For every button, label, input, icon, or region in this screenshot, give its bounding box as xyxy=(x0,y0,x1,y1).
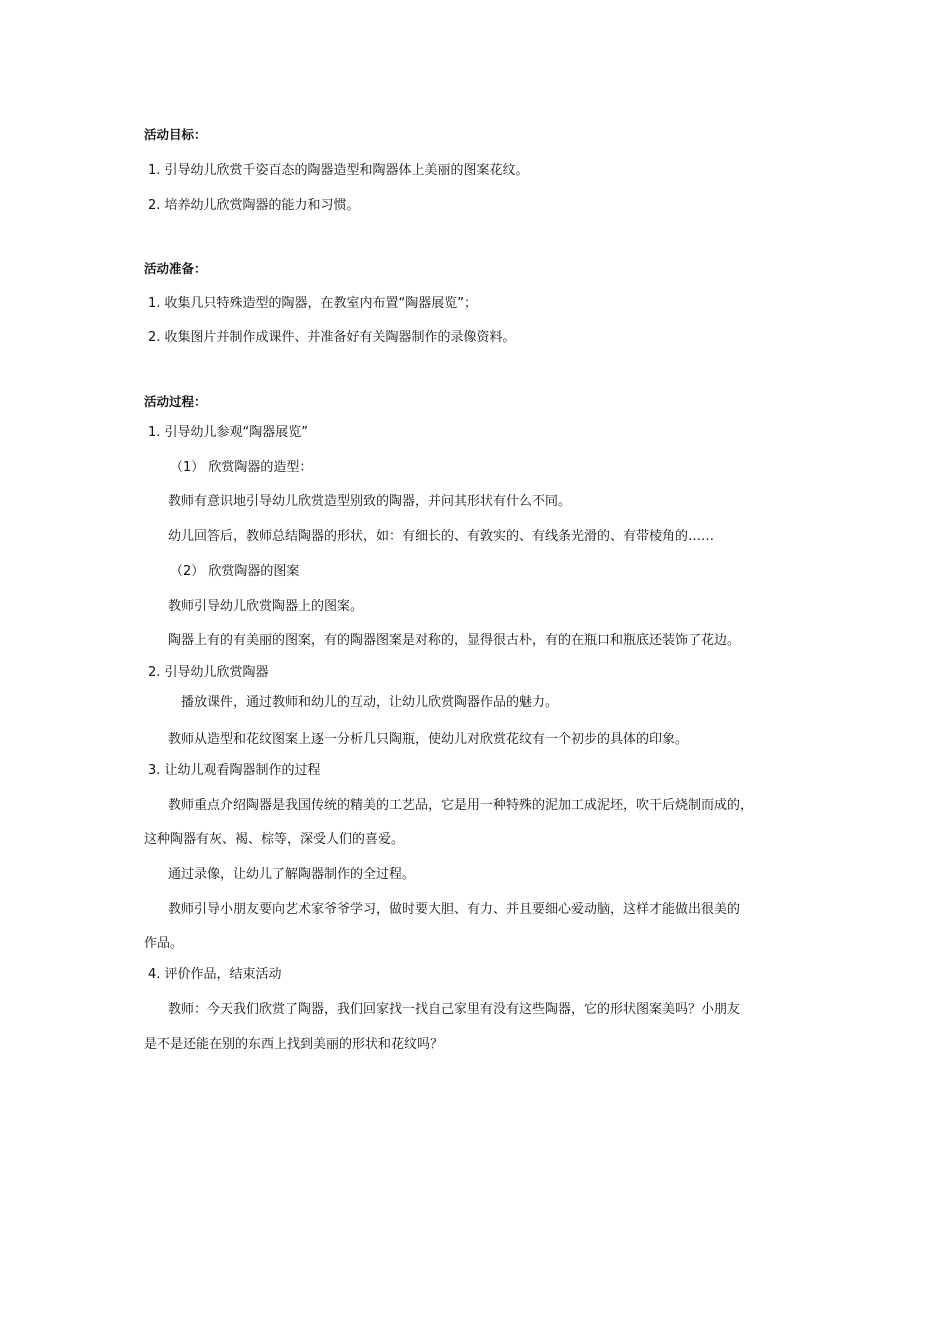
section-title-goals: 活动目标： xyxy=(144,127,207,142)
list-item xyxy=(148,329,516,347)
step-3-heading xyxy=(148,762,321,780)
paragraph: 教师引导幼儿欣赏陶器上的图案。 xyxy=(168,599,364,614)
paragraph: 幼儿回答后，教师总结陶器的形状，如：有细长的、有敦实的、有线条光滑的、有带棱角的…… xyxy=(168,529,715,544)
list-number: 2. xyxy=(148,665,161,680)
list-number: 2. xyxy=(148,330,161,345)
list-text: 培养幼儿欣赏陶器的能力和习惯。 xyxy=(164,198,360,213)
paragraph: 教师有意识地引导幼儿欣赏造型别致的陶器，并问其形状有什么不同。 xyxy=(168,494,572,509)
list-number: 2. xyxy=(148,198,161,213)
step-1-heading xyxy=(148,424,308,442)
sub-label: （2） xyxy=(170,564,205,579)
list-item xyxy=(148,162,529,180)
paragraph: 陶器上有的有美丽的图案，有的陶器图案是对称的，显得很古朴，有的在瓶口和瓶底还装饰了花边。 xyxy=(168,633,741,648)
sub-heading-1 xyxy=(170,459,312,477)
list-item xyxy=(148,295,477,313)
list-number: 1. xyxy=(148,163,161,178)
list-text: 收集图片并制作成课件、并准备好有关陶器制作的录像资料。 xyxy=(164,330,516,345)
step-4-heading xyxy=(148,966,282,984)
list-number: 4. xyxy=(148,967,161,982)
step-2-heading xyxy=(148,664,269,682)
list-text: 引导幼儿欣赏陶器 xyxy=(164,665,269,680)
sub-heading-2 xyxy=(170,563,299,581)
paragraph: 教师引导小朋友要向艺术家爷爷学习，做时要大胆、有力、并且要细心爱动脑，这样才能做出很美的 xyxy=(168,902,741,917)
paragraph: 教师：今天我们欣赏了陶器，我们回家找一找自己家里有没有这些陶器，它的形状图案美吗？小朋友 xyxy=(168,1002,741,1017)
paragraph-continuation: 作品。 xyxy=(144,936,184,951)
paragraph: 教师从造型和花纹图案上逐一分析几只陶瓶，使幼儿对欣赏花纹有一个初步的具体的印象。 xyxy=(168,732,689,747)
sub-text: 欣赏陶器的造型： xyxy=(208,460,313,475)
list-text: 引导幼儿参观“陶器展览” xyxy=(164,425,309,440)
paragraph: 教师重点介绍陶器是我国传统的精美的工艺品，它是用一种特殊的泥加工成泥坯，吹干后烧制而成的， xyxy=(168,798,754,813)
list-text: 评价作品，结束活动 xyxy=(164,967,282,982)
list-number: 3. xyxy=(148,763,161,778)
sub-label: （1） xyxy=(170,460,205,475)
list-text: 引导幼儿欣赏千姿百态的陶器造型和陶器体上美丽的图案花纹。 xyxy=(164,163,529,178)
section-title-preparation: 活动准备： xyxy=(144,261,207,276)
paragraph-continuation: 这种陶器有灰、褐、棕等，深受人们的喜爱。 xyxy=(144,832,405,847)
sub-text: 欣赏陶器的图案 xyxy=(208,564,300,579)
list-number: 1. xyxy=(148,296,161,311)
list-text: 让幼儿观看陶器制作的过程 xyxy=(164,763,321,778)
list-text: 收集几只特殊造型的陶器，在教室内布置“陶器展览”； xyxy=(164,296,478,311)
paragraph: 通过录像，让幼儿了解陶器制作的全过程。 xyxy=(168,867,416,882)
paragraph-continuation: 是不是还能在别的东西上找到美丽的形状和花纹吗？ xyxy=(144,1037,444,1052)
paragraph: 播放课件，通过教师和幼儿的互动，让幼儿欣赏陶器作品的魅力。 xyxy=(181,695,559,710)
list-number: 1. xyxy=(148,425,161,440)
list-item xyxy=(148,197,360,215)
section-title-process: 活动过程： xyxy=(144,394,207,409)
